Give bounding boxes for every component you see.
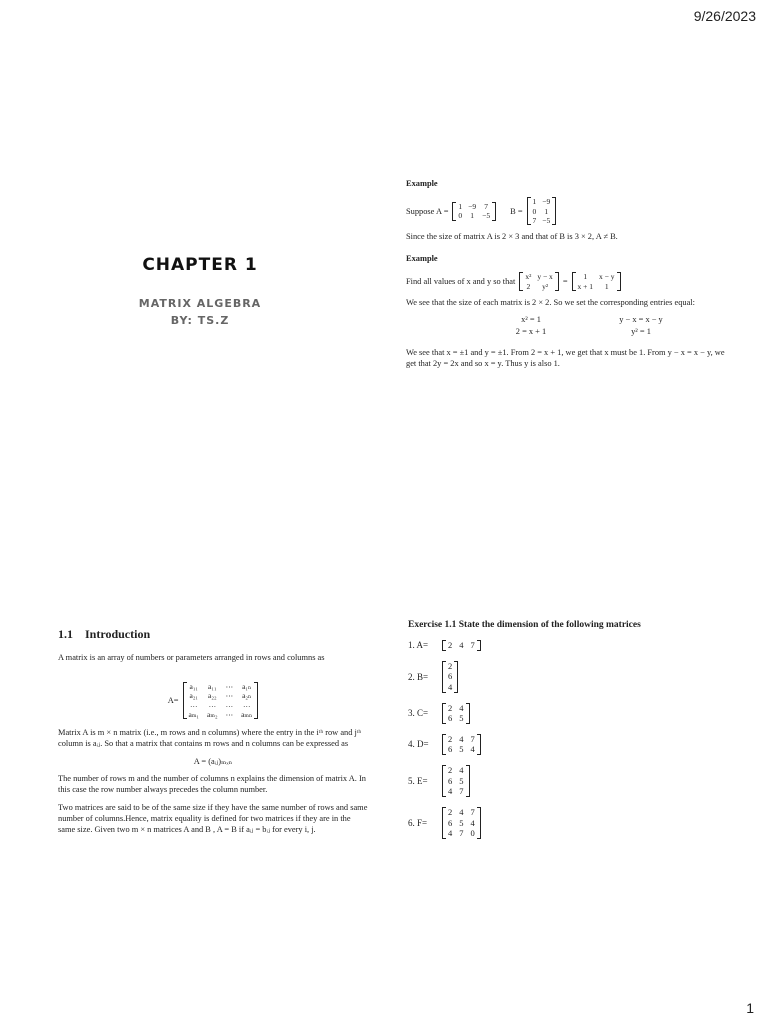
- matrix-cell: 5: [459, 744, 464, 755]
- matrix-cell: 5: [459, 817, 464, 828]
- matrix-cell: 6: [448, 713, 453, 724]
- matrix-cell: 2: [448, 660, 453, 671]
- matrix-cell: 2: [448, 702, 453, 713]
- example-2-final: We see that x = ±1 and y = ±1. From 2 = x + 1, we get that x must be 1. From y − x = x − y, we get that 2y = 2x and so x = y. Thus y is also 1.: [406, 347, 725, 369]
- exercise-matrix: [442, 765, 470, 797]
- exercise-list: [408, 640, 728, 839]
- intro-paragraph-3: The number of rows m and the number of columns n explains the dimension of matrix A. In this case the row number always precedes the column number.: [58, 774, 366, 795]
- example-2-equals: =: [562, 276, 568, 286]
- equation-system: [476, 314, 696, 337]
- exercise-item: [408, 765, 728, 797]
- matrix-b: 1 −9 0 1 7 −5: [527, 197, 557, 225]
- matrix-cell: 4: [448, 681, 453, 692]
- matrix-cell: 7: [470, 733, 475, 744]
- exercise-matrix: [442, 734, 481, 755]
- exercise-heading: Exercise 1.1 State the dimension of the following matrices: [408, 620, 641, 630]
- exercise-item-label: 3. C=: [408, 708, 429, 719]
- matrix-cell: 4: [459, 765, 464, 775]
- example-1-title: Example: [406, 179, 438, 188]
- exercise-matrix: [442, 807, 481, 839]
- intro-paragraph-2: Matrix A is m × n matrix (i.e., m rows and n columns) where the entry in the iᵗʰ row and jᵗʰ column is aᵢⱼ. So that a matrix that contains m rows and n columns can be expressed as: [58, 728, 362, 749]
- example-1-statement: [406, 197, 726, 225]
- general-matrix-body: a₁₁ a₁₁ ⋯ a₁ₙ a₂₁ a₂₂ ⋯ a₂ₙ … … … … aₘ₁ aₘ₂ ⋯ aₘₙ: [183, 682, 259, 720]
- matrix-cell: 5: [459, 713, 464, 724]
- slide-chapter-title: [40, 255, 360, 327]
- section-title: Introduction: [85, 627, 151, 641]
- matrix-cell: 6: [448, 744, 453, 755]
- matrix-left: x² y − x 2 y²: [519, 272, 558, 291]
- equation-1: x² = 1: [521, 315, 541, 325]
- general-matrix: [58, 682, 368, 720]
- slide-examples: [406, 178, 726, 370]
- exercise-matrix: [442, 703, 470, 724]
- matrix-cell: 4: [459, 806, 464, 817]
- example-1-b-label: B =: [510, 206, 523, 216]
- example-2-paragraph: We see that the size of each matrix is 2 × 2. So we set the corresponding entries equal:: [406, 297, 695, 307]
- exercise-item-label: 5. E=: [408, 775, 428, 786]
- matrix-cell: 2: [448, 765, 453, 775]
- matrix-a: 1 −9 7 0 1 −5: [452, 202, 496, 221]
- exercise-item: [408, 807, 728, 839]
- matrix-cell: 2: [448, 733, 453, 744]
- section-number: 1.1: [58, 627, 73, 641]
- matrix-cell: 7: [470, 806, 475, 817]
- exercise-item: [408, 703, 728, 724]
- matrix-cell: 7: [470, 640, 475, 650]
- matrix-cell: 6: [448, 671, 453, 682]
- exercise-item: [408, 640, 728, 651]
- example-1-text: Suppose A =: [406, 206, 449, 216]
- exercise-item: [408, 661, 728, 693]
- equation-3: 2 = x + 1: [515, 326, 547, 336]
- matrix-cell: 4: [470, 744, 475, 755]
- exercise-matrix: [442, 640, 481, 651]
- matrix-cell: 4: [459, 640, 464, 650]
- page-number: 1: [746, 1000, 754, 1016]
- exercise-item-label: 2. B=: [408, 671, 429, 682]
- chapter-author: BY: TS.Z: [170, 314, 230, 327]
- matrix-cell: 7: [459, 828, 464, 839]
- exercise-item-label: 6. F=: [408, 817, 428, 828]
- equation-2: y − x = x − y: [619, 315, 663, 325]
- slide-exercise: [408, 620, 728, 849]
- matrix-cell: 4: [470, 817, 475, 828]
- example-2-text: Find all values of x and y so that: [406, 276, 516, 286]
- matrix-cell: 2: [448, 640, 453, 650]
- chapter-subtitle: MATRIX ALGEBRA: [138, 297, 262, 310]
- matrix-cell: 7: [459, 786, 464, 797]
- section-heading: [58, 626, 368, 642]
- matrix-cell: 4: [448, 828, 453, 839]
- equation-4: y² = 1: [631, 326, 651, 336]
- exercise-item: [408, 734, 728, 755]
- exercise-item-label: 4. D=: [408, 739, 429, 750]
- exercise-item-label: 1. A=: [408, 640, 429, 651]
- example-1-conclusion: Since the size of matrix A is 2 × 3 and that of B is 3 × 2, A ≠ B.: [406, 232, 618, 242]
- matrix-cell: 4: [448, 786, 453, 797]
- slide-introduction: [58, 626, 368, 842]
- intro-paragraph-1: A matrix is an array of numbers or parameters arranged in rows and columns as: [58, 653, 325, 663]
- matrix-cell: 4: [459, 702, 464, 713]
- matrix-cell: 6: [448, 775, 453, 786]
- example-2-title: Example: [406, 253, 438, 263]
- matrix-cell: 5: [459, 775, 464, 786]
- matrix-formula: A = (aᵢⱼ)ₘₓₙ: [193, 756, 233, 766]
- matrix-cell: 6: [448, 817, 453, 828]
- example-2-statement: [406, 272, 726, 291]
- intro-paragraph-4: Two matrices are said to be of the same size if they have the same number of rows and same number of columns.Hence, matrix equality is defined for two matrices if they are in the same size. Given two m × n matrices A and B , A = B if aᵢⱼ = bᵢⱼ for every i, j.: [58, 802, 368, 835]
- matrix-cell: 0: [470, 828, 475, 839]
- chapter-title: CHAPTER 1: [142, 255, 258, 275]
- general-matrix-label: A=: [167, 695, 179, 705]
- exercise-matrix: [442, 661, 458, 693]
- matrix-cell: 4: [459, 733, 464, 744]
- matrix-right: 1 x − y x + 1 1: [572, 272, 621, 291]
- date-header: 9/26/2023: [693, 8, 756, 24]
- matrix-cell: 2: [448, 806, 453, 817]
